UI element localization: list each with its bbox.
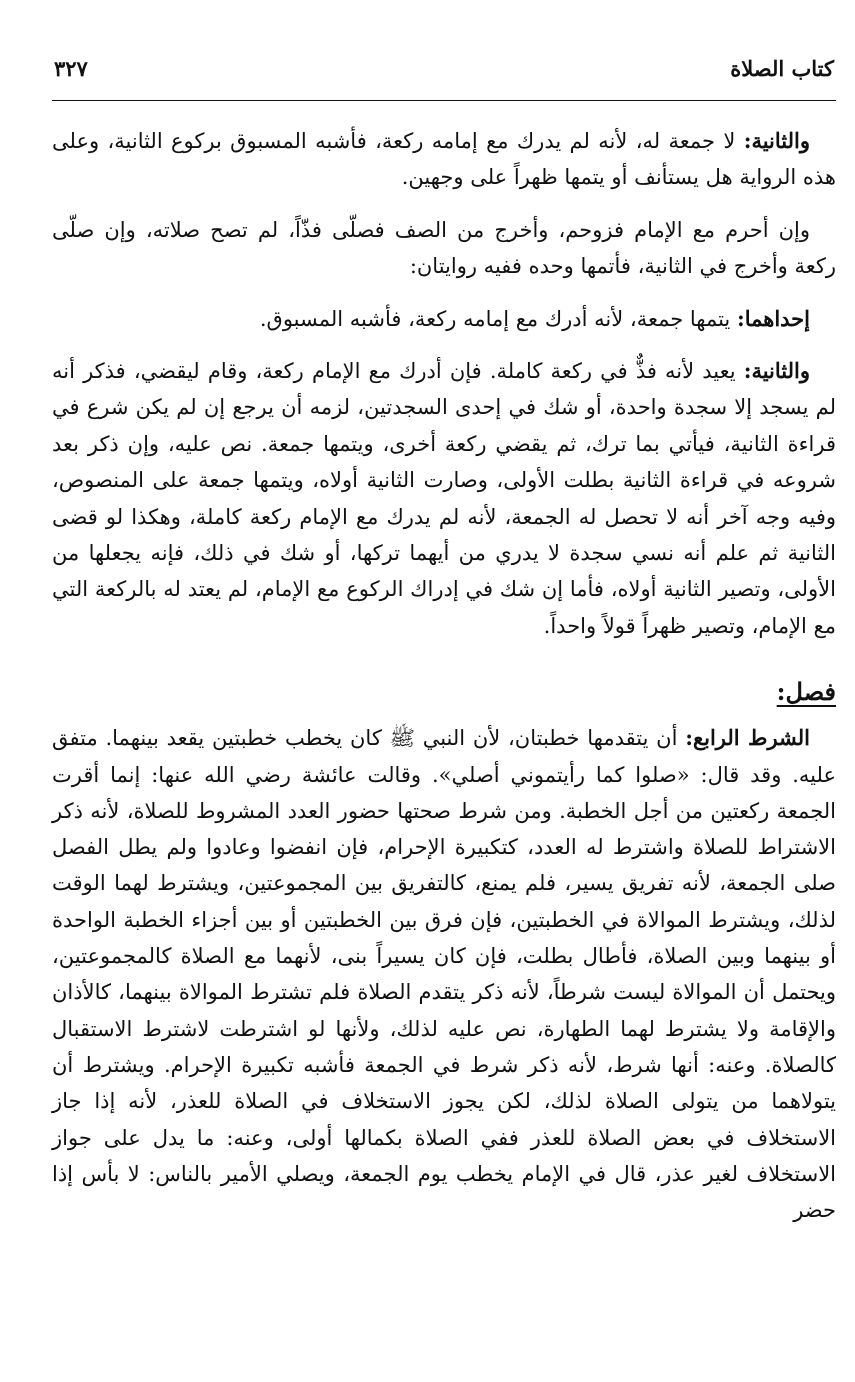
book-page (52, 56, 836, 1244)
paragraph-text: وإن أحرم مع الإمام فزوحم، وأخرج من الصف فصلّى فذّاً، لم تصح صلاته، وإن صلّى ركعة وأخرج في الثانية، فأتمها وحده ففيه روايتان: (52, 217, 836, 279)
paragraph-lead: والثانية: (743, 128, 810, 153)
paragraph-lead: إحداهما: (736, 305, 810, 331)
paragraph-first-narration (52, 301, 836, 337)
page-number: ٣٢٧ (54, 56, 88, 81)
running-header (52, 56, 836, 96)
paragraph-lead: والثانية: (743, 358, 810, 384)
paragraph-fourth-condition (52, 720, 836, 1228)
paragraph-second-narration (52, 353, 836, 644)
paragraph-text: يعيد لأنه فذٌّ في ركعة كاملة. فإن أدرك مع الإمام ركعة، وقام ليقضي، فذكر أنه لم يسجد إلا سجدة واحدة، أو شك في إحدى السجدتين، لزمه أن يرجع إن لم يكن شرع في قراءة الثانية، فيأتي بما ترك، ثم يقضي ركعة أخرى، ويتمها جمعة. نص عليه، وإن ذكر بعد شروعه في قراءة الثانية بطلت الأولى، وصارت الثانية أولاه، ويتمها جمعة على المنصوص، وفيه وجه آخر أنه لا تحصل له الجمعة، لأنه لم يدرك مع الإمام ركعة كاملة، وهكذا لو قضى الثانية ثم علم أنه نسي سجدة لا يدري من أيهما تركها، أو شك في ذلك، فإنه يجعلها من الأولى، وتصير الثانية أولاه، فأما إن شك في إدراك الركوع مع الإمام، لم يعتد له بالركعة التي مع الإمام، وتصير ظهراً قولاً واحداً. (52, 359, 836, 638)
paragraph-second-opinion (52, 123, 836, 196)
section-heading: فصل: (776, 677, 836, 707)
paragraph-text: أن يتقدمها خطبتان، لأن النبي ﷺ كان يخطب خطبتين يقعد بينهما. متفق عليه. وقد قال: «صلوا كما رأيتموني أصلي». وقالت عائشة رضي الله عنها: إنما أقرت الجمعة ركعتين من أجل الخطبة. ومن شرط صحتها حضور العدد المشروط للصلاة، لأنه ذكر الاشتراط للصلاة واشترط له العدد، كتكبيرة الإحرام، فإن انفضوا وعادوا ولم يطل الفصل صلى الجمعة، لأنه تفريق يسير، فلم يمنع، كالتفريق بين المجموعتين، ويشترط لهما الوقت لذلك، ويشترط الموالاة في الخطبتين، فإن فرق بين الخطبتين أو بين أجزاء الخطبة الواحدة أو بينهما وبين الصلاة، فأطال بطلت، فإن كان يسيراً بنى، لأنهما مع الصلاة كالمجموعتين، ويحتمل أن الموالاة ليست شرطاً، لأنه ذكر يتقدم الصلاة فلم تشترط الموالاة بينهما، كالأذان والإقامة ولا يشترط لهما الطهارة، نص عليه لذلك، ولأنها لو اشترطت لاشترط الاستقبال كالصلاة. وعنه: أنها شرط، لأنه ذكر شرط في الجمعة فأشبه تكبيرة الإحرام. ويشترط أن يتولاهما من يتولى الصلاة لذلك، لكن يجوز الاستخلاف في الصلاة للعذر، لأنه إذا جاز الاستخلاف في بعض الصلاة للعذر ففي الصلاة بكمالها أولى، وعنه: ما يدل على جواز الاستخلاف لغير عذر، قال في الإمام يخطب يوم الجمعة، ويصلي الأمير بالناس: لا بأس إذا حضر (52, 726, 836, 1223)
paragraph-crowded-prayer (52, 212, 836, 285)
book-title: كتاب الصلاة (730, 56, 834, 81)
header-rule (52, 100, 836, 101)
paragraph-text: لا جمعة له، لأنه لم يدرك مع إمامه ركعة، فأشبه المسبوق بركوع الثانية، وعلى هذه الرواية هل يستأنف أو يتمها ظهراً على وجهين. (52, 129, 836, 190)
paragraph-lead: الشرط الرابع: (685, 725, 810, 751)
paragraph-text: يتمها جمعة، لأنه أدرك مع إمامه ركعة، فأشبه المسبوق. (259, 306, 737, 331)
